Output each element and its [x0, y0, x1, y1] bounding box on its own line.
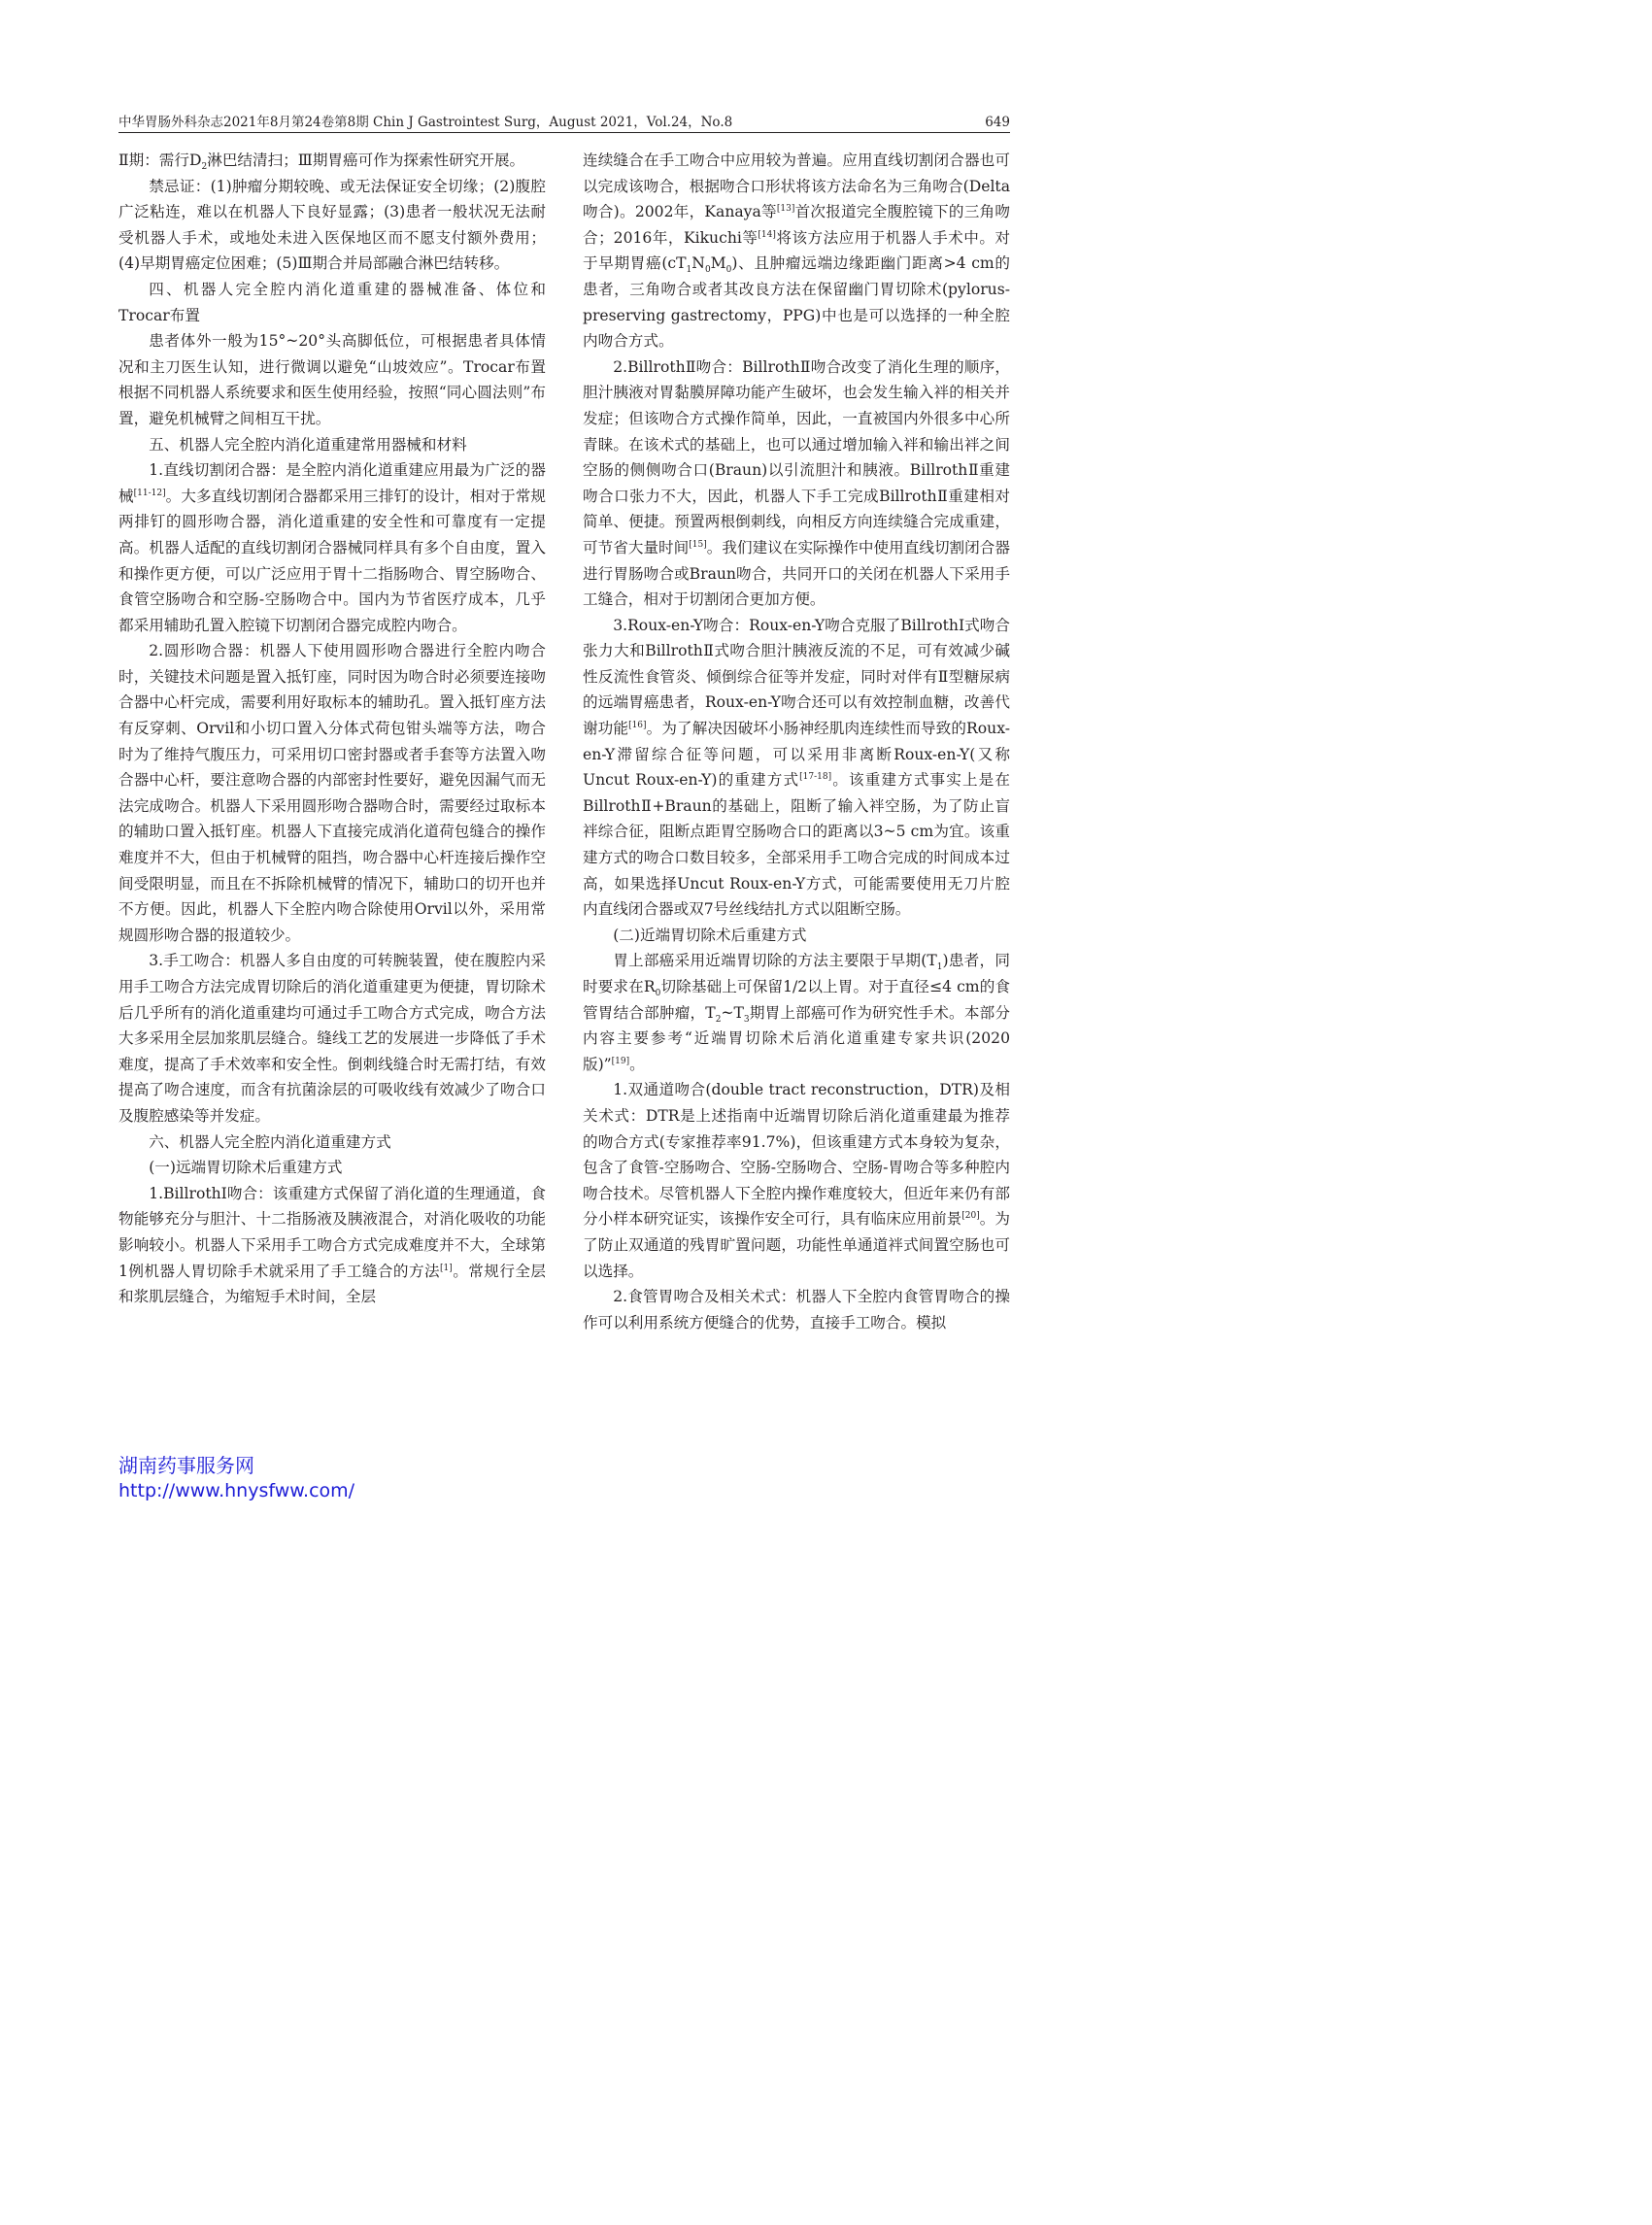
- body-paragraph: (二)近端胃切除术后重建方式: [613, 926, 807, 944]
- body-paragraph: Ⅱ期：需行$D_2$淋巴结清扫；Ⅲ期胃癌可作为探索性研究开展。: [118, 152, 525, 173]
- body-paragraph: 3.Roux-en-Y吻合：Roux-en-Y吻合克服了BillrothⅠ式吻合张力大和BillrothⅡ式吻合胆汁胰液反流的不足，可有效减少碱性反流性食管炎、倾倒综合征等并发症，同时对伴有Ⅱ型糖尿病的远端胃癌患者，Roux-en-Y吻合还可以有效控制血糖，改善代谢功能[16]。为了解决因破坏小肠神经肌肉连续性而导致的Roux-en-Y滞留综合征等问题，可以采用非离断Roux-en-Y(又称Uncut Roux-en-Y)的重建方式[17-18]。该重建方式事实上是在BillrothⅡ+Braun的基础上，阻断了输入袢空肠，为了防止盲袢综合征，阻断点距胃空肠吻合口的距离以3~5 cm为宜。该重建方式的吻合口数目较多，全部采用手工吻合完成的时间成本过高，如果选择Uncut Roux-en-Y方式，可能需要使用无刀片腔内直线闭合器或双7号丝线结扎方式以阻断空肠。: [583, 616, 1010, 919]
- body-paragraph: 六、机器人完全腔内消化道重建方式: [149, 1132, 391, 1151]
- site-watermark: [118, 1453, 354, 1503]
- body-paragraph: 2.圆形吻合器：机器人下使用圆形吻合器进行全腔内吻合时，关键技术问题是置入抵钉座，同时因为吻合时必须要连接吻合器中心杆完成，需要利用好取标本的辅助孔。置入抵钉座方法有反穿刺、Orvil和小切口置入分体式荷包钳头端等方法，吻合时为了维持气腹压力，可采用切口密封器或者手套等方法置入吻合器中心杆，要注意吻合器的内部密封性要好，避免因漏气而无法完成吻合。机器人下采用圆形吻合器吻合时，需要经过取标本的辅助口置入抵钉座。机器人下直接完成消化道荷包缝合的操作难度并不大，但由于机械臂的阻挡，吻合器中心杆连接后操作空间受限明显，而且在不拆除机械臂的情况下，辅助口的切开也并不方便。因此，机器人下全腔内吻合除使用Orvil以外，采用常规圆形吻合器的报道较少。: [118, 642, 546, 944]
- body-paragraph: 1.BillrothⅠ吻合：该重建方式保留了消化道的生理通道，食物能够充分与胆汁、十二指肠液及胰液混合，对消化吸收的功能影响较小。机器人下采用手工吻合方式完成难度并不大，全球第1例机器人胃切除手术就采用了手工缝合的方法[1]。常规行全层和浆肌层缝合，为缩短手术时间，全层: [118, 1184, 546, 1306]
- body-paragraph: 四、机器人完全腔内消化道重建的器械准备、体位和Trocar布置: [118, 280, 546, 324]
- left-column: [118, 148, 546, 1310]
- body-paragraph: 患者体外一般为15°~20°头高脚低位，可根据患者具体情况和主刀医生认知，进行微调以避免“山坡效应”。Trocar布置根据不同机器人系统要求和医生使用经验，按照“同心圆法则”布置，避免机械臂之间相互干扰。: [118, 332, 546, 427]
- body-paragraph: 1.双通道吻合(double tract reconstruction，DTR)及相关术式：DTR是上述指南中近端胃切除后消化道重建最为推荐的吻合方式(专家推荐率91.7%)，但该重建方式本身较为复杂，包含了食管-空肠吻合、空肠-空肠吻合、空肠-胃吻合等多种腔内吻合技术。尽管机器人下全腔内操作难度较大，但近年来仍有部分小样本研究证实，该操作安全可行，具有临床应用前景[20]。为了防止双通道的残胃旷置问题，功能性单通道袢式间置空肠也可以选择。: [583, 1081, 1010, 1280]
- body-paragraph: 2.食管胃吻合及相关术式：机器人下全腔内食管胃吻合的操作可以利用系统方便缝合的优势，直接手工吻合。模拟: [583, 1288, 1010, 1332]
- header-rule: [118, 132, 1010, 133]
- body-paragraph: 五、机器人完全腔内消化道重建常用器械和材料: [149, 435, 467, 454]
- body-paragraph: 胃上部癌采用近端胃切除的方法主要限于早期$(T_1)$患者，同时要求在$R_0$切除基础上可保留1/2以上胃。对于直径≤4 cm的食管胃结合部肿瘤，$T_2\sim T_3$期胃上部癌可作为研究性手术。本部分内容主要参考“近端胃切除术后消化道重建专家共识(2020版)”[19]。: [583, 952, 1011, 1073]
- body-paragraph: 3.手工吻合：机器人多自由度的可转腕装置，使在腹腔内采用手工吻合方法完成胃切除后的消化道重建更为便捷，胃切除术后几乎所有的消化道重建均可通过手工吻合方式完成，吻合方法大多采用全层加浆肌层缝合。缝线工艺的发展进一步降低了手术难度，提高了手术效率和安全性。倒刺线缝合时无需打结，有效提高了吻合速度，而含有抗菌涂层的可吸收线有效减少了吻合口及腹腔感染等并发症。: [118, 952, 546, 1125]
- running-header: [118, 111, 1010, 134]
- page-number: 649: [985, 115, 1010, 130]
- body-paragraph: (一)远端胃切除术后重建方式: [149, 1159, 343, 1177]
- watermark-site-name: 湖南药事服务网: [118, 1454, 254, 1477]
- body-paragraph: 连续缝合在手工吻合中应用较为普遍。应用直线切割闭合器也可以完成该吻合，根据吻合口形状将该方法命名为三角吻合(Delta吻合)。2002年，Kanaya等[13]首次报道完全腹腔镜下的三角吻合；2016年，Kikuchi等[14]将该方法应用于机器人手术中。对于早期胃癌$(cT_1N_0M_0)$、且肿瘤远端边缘距幽门距离>4 cm的患者，三角吻合或者其改良方法在保留幽门胃切除术(pylorus-preserving gastrectomy，PPG)中也是可以选择的一种全腔内吻合方式。: [583, 152, 1010, 351]
- journal-citation: 中华胃肠外科杂志2021年8月第24卷第8期 Chin J Gastrointest Surg，August 2021，Vol.24，No.8: [118, 115, 733, 130]
- right-column: [583, 148, 1010, 1335]
- body-paragraph: 禁忌证：(1)肿瘤分期较晚、或无法保证安全切缘；(2)腹腔广泛粘连，难以在机器人下良好显露；(3)患者一般状况无法耐受机器人手术，或地处未进入医保地区而不愿支付额外费用；(4)早期胃癌定位困难；(5)Ⅲ期合并局部融合淋巴结转移。: [118, 177, 546, 273]
- body-paragraph: 1.直线切割闭合器：是全腔内消化道重建应用最为广泛的器械[11-12]。大多直线切割闭合器都采用三排钉的设计，相对于常规两排钉的圆形吻合器，消化道重建的安全性和可靠度有一定提高。机器人适配的直线切割闭合器械同样具有多个自由度，置入和操作更方便，可以广泛应用于胃十二指肠吻合、胃空肠吻合、食管空肠吻合和空肠-空肠吻合中。国内为节省医疗成本，几乎都采用辅助孔置入腔镜下切割闭合器完成腔内吻合。: [118, 461, 546, 634]
- body-paragraph: 2.BillrothⅡ吻合：BillrothⅡ吻合改变了消化生理的顺序，胆汁胰液对胃黏膜屏障功能产生破坏，也会发生输入袢的相关并发症；但该吻合方式操作简单，因此，一直被国内外很多中心所青睐。在该术式的基础上，也可以通过增加输入袢和输出袢之间空肠的侧侧吻合口(Braun)以引流胆汁和胰液。BillrothⅡ重建吻合口张力不大，因此，机器人下手工完成BillrothⅡ重建相对简单、便捷。预置两根倒刺线，向相反方向连续缝合完成重建，可节省大量时间[15]。我们建议在实际操作中使用直线切割闭合器进行胃肠吻合或Braun吻合，共同开口的关闭在机器人下采用手工缝合，相对于切割闭合更加方便。: [583, 357, 1010, 609]
- watermark-url-link[interactable]: http://www.hnysfww.com/: [118, 1480, 355, 1501]
